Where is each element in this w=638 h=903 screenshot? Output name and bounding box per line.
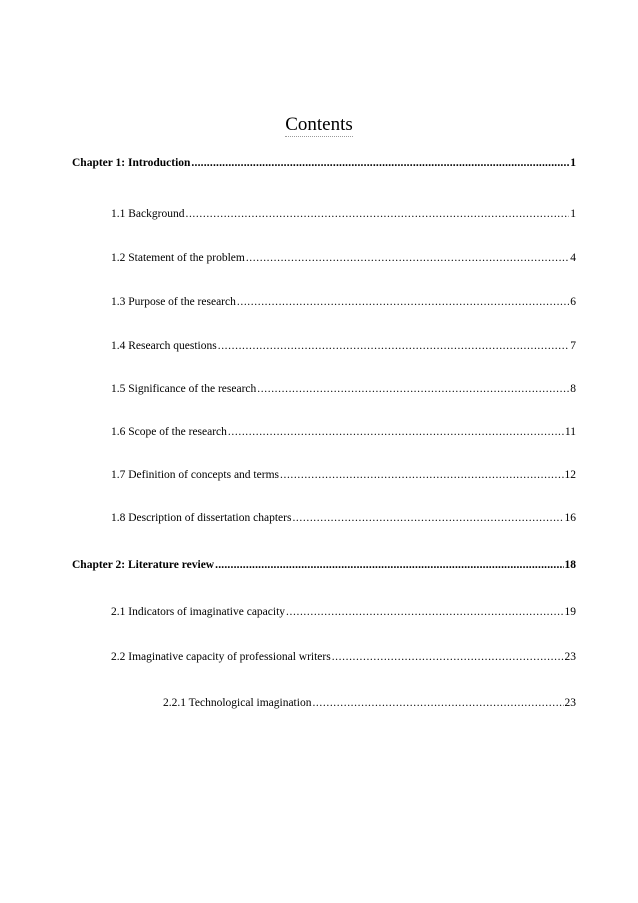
toc-entry-1-2[interactable] xyxy=(111,251,576,265)
toc-page-number: 6 xyxy=(570,296,576,308)
toc-entry-label: 1.8 Description of dissertation chapters xyxy=(111,512,292,524)
toc-entry-label: Chapter 2: Literature review xyxy=(72,559,215,571)
toc-entry-label: 1.4 Research questions xyxy=(111,340,217,352)
toc-entry-1-6[interactable] xyxy=(111,425,576,439)
dot-leader xyxy=(215,558,563,572)
toc-entry-1-7[interactable] xyxy=(111,468,576,482)
toc-entry-label: 1.5 Significance of the research xyxy=(111,383,257,395)
dot-leader xyxy=(228,425,564,439)
toc-entry-1-8[interactable] xyxy=(111,511,576,525)
toc-entry-1-5[interactable] xyxy=(111,382,576,396)
toc-entry-1-1[interactable] xyxy=(111,207,576,221)
dot-leader xyxy=(312,696,563,710)
dot-leader xyxy=(292,511,563,525)
toc-page-number: 16 xyxy=(564,512,576,524)
toc-entry-label: 2.2.1 Technological imagination xyxy=(163,697,312,709)
toc-entry-label: 1.7 Definition of concepts and terms xyxy=(111,469,279,481)
dot-leader xyxy=(257,382,569,396)
toc-entry-2-1[interactable] xyxy=(111,605,576,619)
dot-leader xyxy=(332,650,564,664)
toc-page-number: 12 xyxy=(564,469,576,481)
dot-leader xyxy=(185,207,569,221)
toc-page-number: 1 xyxy=(570,157,576,169)
toc-entry-label: 1.1 Background xyxy=(111,208,185,220)
dot-leader xyxy=(237,295,569,309)
page-title xyxy=(0,113,638,137)
toc-page-number: 1 xyxy=(570,208,576,220)
toc-entry-label: 1.3 Purpose of the research xyxy=(111,296,236,308)
toc-entry-1-3[interactable] xyxy=(111,295,576,309)
dot-leader xyxy=(280,468,564,482)
toc-entry-label: Chapter 1: Introduction xyxy=(72,157,191,169)
toc-entry-label: 1.2 Statement of the problem xyxy=(111,252,245,264)
toc-entry-2-2[interactable] xyxy=(111,650,576,664)
contents-heading: Contents xyxy=(285,114,353,135)
dot-leader xyxy=(218,339,570,353)
toc-entry-2-2-1[interactable] xyxy=(163,696,576,710)
toc-entry-chapter-2[interactable] xyxy=(72,558,576,572)
dot-leader xyxy=(191,156,569,170)
dot-leader xyxy=(286,605,563,619)
toc-page-number: 18 xyxy=(564,559,576,571)
toc-page-number: 23 xyxy=(564,697,576,709)
toc-entry-label: 2.2 Imaginative capacity of professional writers xyxy=(111,651,331,663)
toc-entry-chapter-1[interactable] xyxy=(72,156,576,170)
toc-page-number: 19 xyxy=(564,606,576,618)
toc-page-number: 8 xyxy=(570,383,576,395)
toc-entry-label: 2.1 Indicators of imaginative capacity xyxy=(111,606,286,618)
dot-leader xyxy=(246,251,569,265)
toc-page-number: 7 xyxy=(570,340,576,352)
toc-page-number: 11 xyxy=(564,426,576,438)
toc-page-number: 4 xyxy=(570,252,576,264)
toc-page-number: 23 xyxy=(564,651,576,663)
toc-entry-label: 1.6 Scope of the research xyxy=(111,426,227,438)
toc-entry-1-4[interactable] xyxy=(111,339,576,353)
